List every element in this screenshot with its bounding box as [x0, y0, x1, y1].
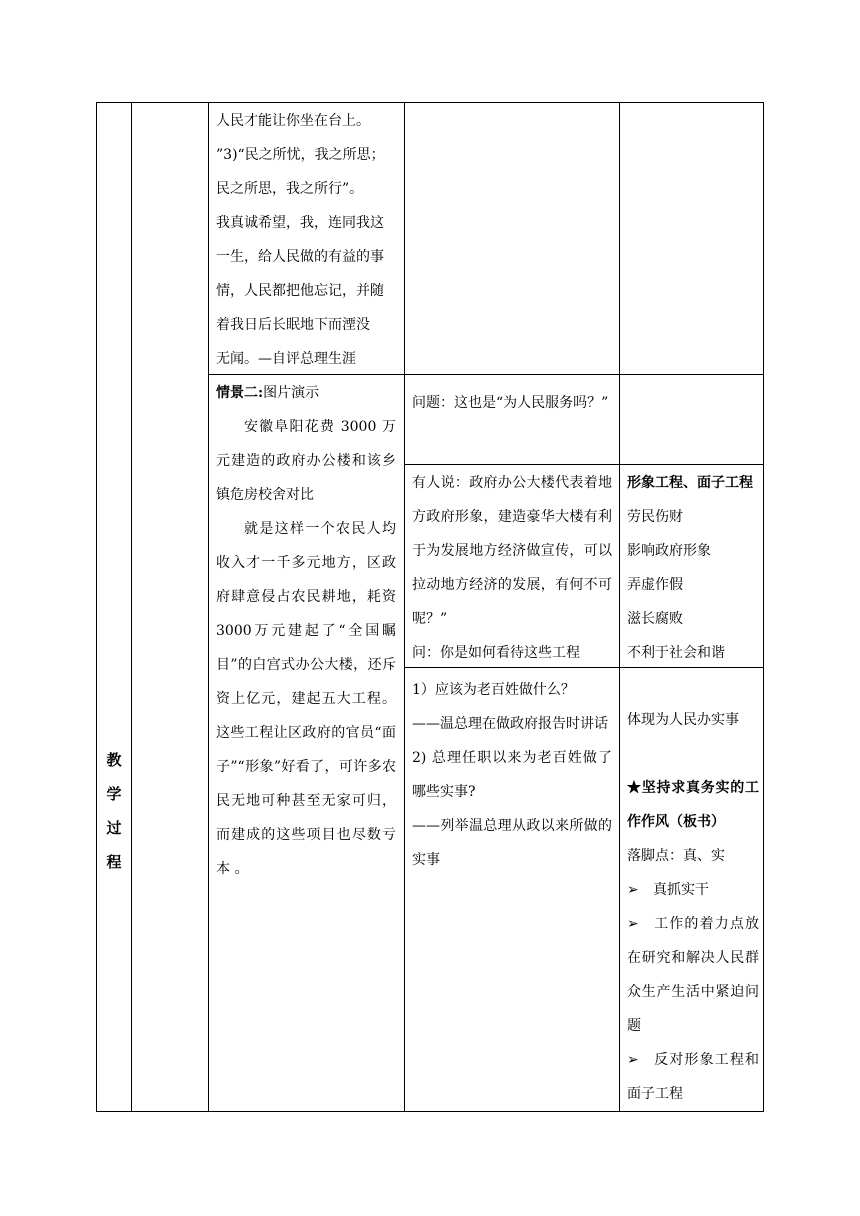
question-text: ——列举温总理从政以来所做的实事: [412, 818, 612, 868]
question-three-cell: [412, 673, 612, 877]
question-one-cell: [412, 386, 612, 420]
scene-two-para-2: 就是这样一个农民人均收入才一千多元地方，区政府肆意侵占农民耕地，耗资3000万元建起了“全国瞩目”的白宫式办公大楼，还斥资上亿元，建起五大工程。这些工程让区政府的官员“面子”“形象”好看了，可许多农民无地可种甚至无家可归，而建成的这些项目也尽数亏本 。: [216, 521, 396, 877]
text-line: 一生，给人民做的有益的事: [216, 249, 384, 265]
column-divider: [131, 103, 132, 1111]
spacer: [627, 737, 759, 771]
section-label-teaching-process: 教 学 过 程: [106, 751, 122, 871]
text-line: 民之所思，我之所行”。: [216, 181, 364, 197]
scene-two-para-1: 安徽阜阳花费 3000 万元建造的政府办公楼和该乡镇危房校舍对比: [216, 419, 396, 503]
board-item: 弄虚作假: [627, 577, 683, 593]
arrow-bullet-icon: ➢: [627, 1052, 639, 1068]
scene-two-cell: [216, 376, 396, 886]
question-two-cell: [412, 466, 612, 670]
board-item: 不利于社会和谐: [627, 645, 725, 661]
board-title: ★坚持求真务实的工作作风（板书）: [627, 780, 759, 830]
text-line: 人民才能让你坐在台上。: [216, 113, 370, 129]
row-divider: [404, 374, 763, 375]
board-bullet: ➢ 反对形象工程和面子工程: [627, 1043, 759, 1111]
text-line: 着我日后长眠地下而湮没: [216, 317, 370, 333]
question-ask: 问：你是如何看待这些工程: [412, 645, 580, 661]
quote-cell: [216, 104, 402, 376]
board-item: 滋长腐败: [627, 611, 683, 627]
question-text: 1）应该为老百姓做什么？: [412, 682, 575, 698]
board-bullet: ➢ 工作的着力点放在研究和解决人民群众生产生活中紧迫问题: [627, 907, 759, 1043]
scene-two-heading: 情景二:图片演示: [216, 385, 320, 401]
board-text: 落脚点：真、实: [627, 848, 725, 864]
question-text: 问题：这也是“为人民服务吗？”: [412, 395, 609, 411]
board-item: 劳民伤财: [627, 509, 683, 525]
text-line: 我真诚希望，我，连同我这: [216, 215, 384, 231]
board-bullet: ➢ 真抓实干: [627, 873, 759, 907]
row-divider: [404, 464, 763, 465]
column-divider: [404, 103, 405, 1111]
text-line: 无闻。—自评总理生涯: [216, 351, 356, 367]
column-divider: [619, 103, 620, 1111]
board-notes-1: [627, 466, 759, 670]
question-text: 2) 总理任职以来为老百姓做了哪些实事?: [412, 750, 612, 800]
text-line: ”3)“民之所忧，我之所思；: [216, 147, 385, 163]
board-title: 形象工程、面子工程: [627, 475, 753, 491]
arrow-bullet-icon: ➢: [627, 916, 639, 932]
board-notes-2: [627, 703, 759, 1111]
arrow-bullet-icon: ➢: [627, 882, 639, 898]
lesson-table: [96, 102, 764, 1112]
question-text: ——温总理在做政府报告时讲话: [412, 716, 608, 732]
text-line: 情，人民都把他忘记，并随: [216, 283, 384, 299]
column-divider: [208, 103, 209, 1111]
board-item: 影响政府形象: [627, 543, 711, 559]
board-text: 体现为人民办实事: [627, 712, 739, 728]
question-text: 有人说：政府办公大楼代表着地方政府形象，建造豪华大楼有利于为发展地方经济做宣传，可以拉动地方经济的发展，有何不可呢？”: [412, 475, 612, 627]
